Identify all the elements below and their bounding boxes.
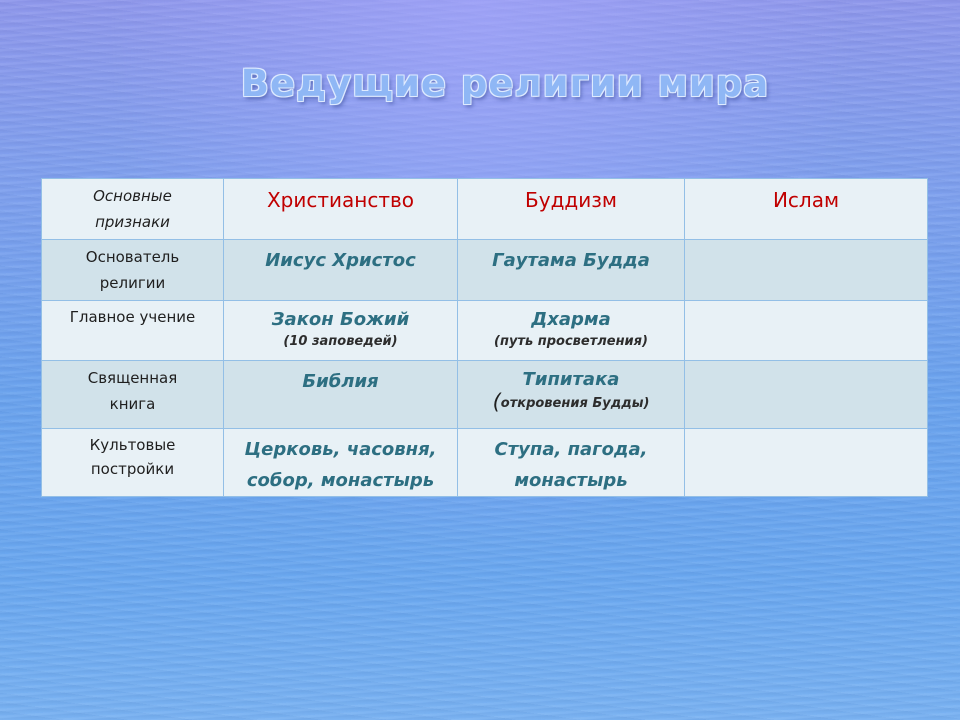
table-row: [42, 240, 928, 301]
header-attribute-cell: [42, 179, 224, 240]
value-islam-book: [685, 361, 927, 367]
value-buddhism-buildings: Ступа, пагода, монастырь: [494, 439, 648, 491]
row-attribute-founder: Основатель религии: [85, 248, 180, 292]
row-attribute-cell: [42, 301, 224, 361]
cell-buddhism-buildings: [458, 429, 685, 497]
value-christianity-buildings: Церковь, часовня, собор, монастырь: [244, 439, 437, 491]
row-attribute-buildings: Культовые постройки: [89, 436, 176, 478]
cell-buddhism-founder: [458, 240, 685, 301]
note-buddhism-book: [458, 390, 684, 414]
cell-buddhism-book: [458, 361, 685, 429]
value-buddhism-teaching: Дхарма: [531, 309, 611, 330]
cell-christianity-book: [224, 361, 458, 429]
row-attribute-cell: [42, 429, 224, 497]
cell-islam-book: [685, 361, 928, 429]
header-cell-christianity: [224, 179, 458, 240]
value-buddhism-book: Типитака: [522, 369, 620, 390]
cell-islam-founder: [685, 240, 928, 301]
header-cell-buddhism: [458, 179, 685, 240]
value-islam-teaching: [685, 301, 927, 307]
value-christianity-founder: Иисус Христос: [265, 250, 416, 271]
note-buddhism-teaching: (путь просветления): [494, 334, 648, 349]
row-attribute-cell: [42, 361, 224, 429]
note-open-paren: (: [492, 390, 501, 414]
cell-christianity-founder: [224, 240, 458, 301]
row-attribute-book: Священная книга: [87, 369, 178, 413]
header-islam: Ислам: [772, 188, 840, 212]
page-title: Ведущие религии мира: [240, 62, 770, 105]
value-christianity-teaching: Закон Божий: [271, 309, 410, 330]
table-header-row: [42, 179, 928, 240]
religions-table: [41, 178, 928, 497]
table-row: [42, 301, 928, 361]
table-row: [42, 429, 928, 497]
header-attribute-label: Основные признаки: [93, 187, 172, 231]
note-christianity-teaching: (10 заповедей): [283, 334, 398, 349]
header-christianity: Христианство: [266, 188, 415, 212]
row-attribute-teaching: Главное учение: [69, 308, 196, 326]
cell-buddhism-teaching: [458, 301, 685, 361]
value-christianity-book: Библия: [302, 371, 379, 392]
note-buddhism-book-text: откровения Будды): [500, 396, 650, 411]
value-islam-founder: [685, 240, 927, 246]
header-cell-islam: [685, 179, 928, 240]
cell-islam-buildings: [685, 429, 928, 497]
value-buddhism-founder: Гаутама Будда: [492, 250, 650, 271]
header-buddhism: Буддизм: [525, 188, 617, 212]
row-attribute-cell: [42, 240, 224, 301]
cell-christianity-teaching: [224, 301, 458, 361]
value-islam-buildings: [685, 429, 927, 435]
table-row: [42, 361, 928, 429]
cell-islam-teaching: [685, 301, 928, 361]
cell-christianity-buildings: [224, 429, 458, 497]
